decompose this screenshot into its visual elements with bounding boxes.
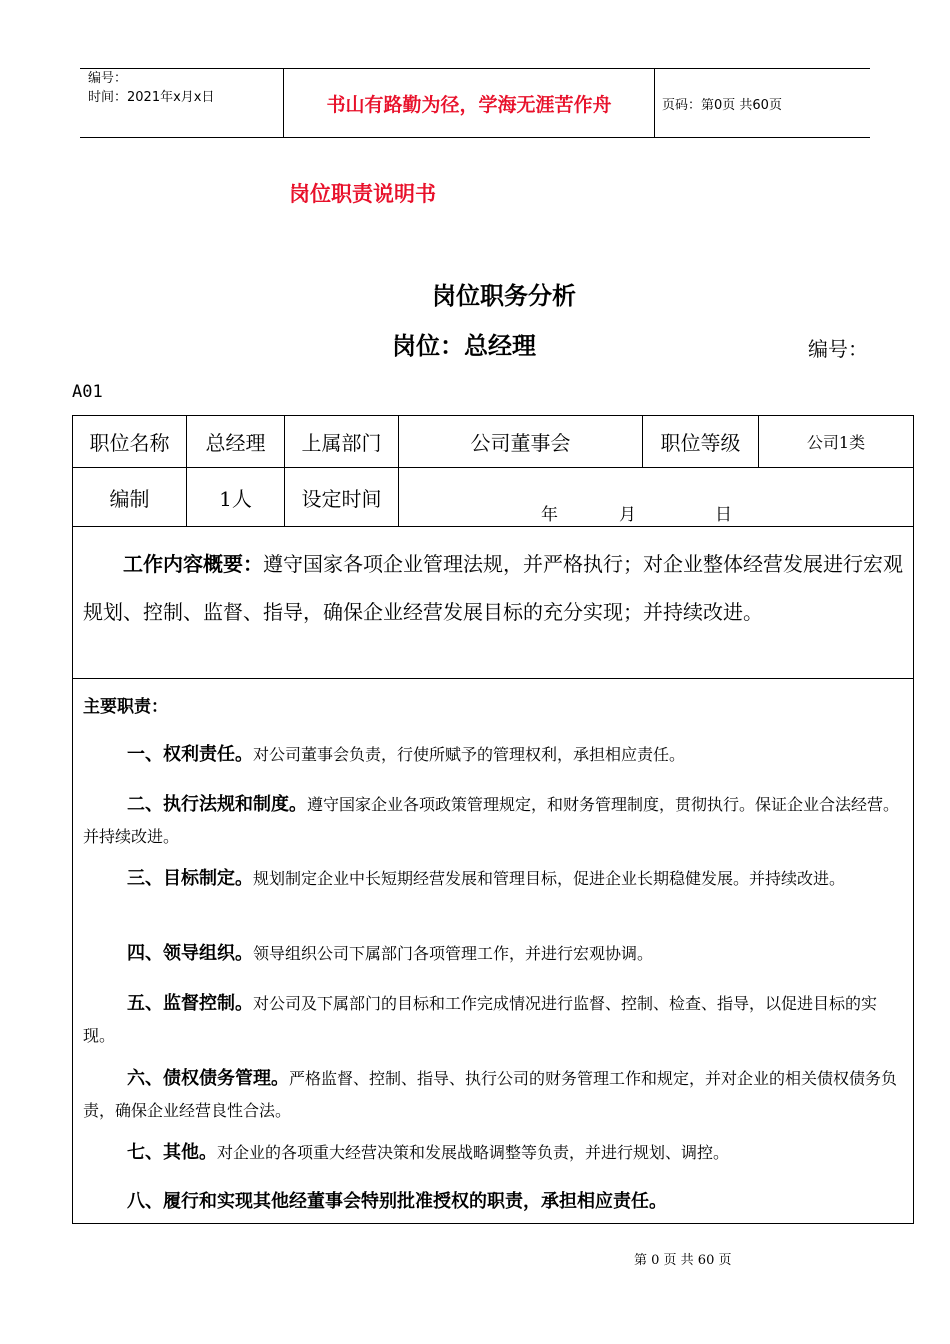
job-table bbox=[72, 415, 914, 1224]
header-meta bbox=[80, 69, 283, 137]
duty-item: 三、目标制定。规划制定企业中长短期经营发展和管理目标，促进企业长期稳健发展。并持续改进。 bbox=[127, 868, 846, 889]
dept-label: 上属部门 bbox=[301, 431, 382, 455]
duty-item: 二、执行法规和制度。遵守国家企业各项政策管理规定，和财务管理制度，贯彻执行。保证企业合法经营。并持续改进。 bbox=[83, 794, 900, 846]
page-footer: 第 0 页 共 60 页 bbox=[634, 1253, 732, 1268]
number-label: 编号： bbox=[808, 337, 868, 361]
duty-item: 一、权利责任。对公司董事会负责，行使所赋予的管理权利，承担相应责任。 bbox=[127, 744, 686, 765]
duty-item: 五、监督控制。对公司及下属部门的目标和工作完成情况进行监督、控制、检查、指导，以促进目标的实现。 bbox=[83, 993, 878, 1045]
analysis-title: 岗位职务分析 bbox=[432, 282, 576, 310]
position-name-value: 总经理 bbox=[205, 431, 266, 455]
duty-item: 七、其他。对企业的各项重大经营决策和发展战略调整等负责，并进行规划、调控。 bbox=[127, 1142, 730, 1163]
header-box bbox=[80, 68, 870, 138]
dept-value: 公司董事会 bbox=[470, 431, 571, 455]
duty-item: 四、领导组织。领导组织公司下属部门各项管理工作，并进行宏观协调。 bbox=[127, 943, 654, 964]
header-motto: 书山有路勤为径，学海无涯苦作舟 bbox=[326, 93, 612, 116]
duties-heading: 主要职责： bbox=[83, 697, 168, 717]
number-value: A01 bbox=[72, 382, 103, 402]
summary-text: 遵守国家各项企业管理法规，并严格执行；对企业整体经营发展进行宏观规划、控制、监督、指导，确保企业经营发展目标的充分实现；并持续改进。 bbox=[83, 552, 903, 624]
header-number-label: 编号： bbox=[88, 71, 128, 86]
work-summary bbox=[83, 540, 905, 636]
grade-label: 职位等级 bbox=[660, 431, 741, 455]
doc-title: 岗位职责说明书 bbox=[289, 182, 436, 206]
position-title: 岗位：总经理 bbox=[392, 332, 536, 360]
staffing-value: 1人 bbox=[219, 486, 252, 511]
staffing-label: 编制 bbox=[109, 486, 150, 511]
set-time-label: 设定时间 bbox=[301, 486, 382, 511]
duty-item: 六、债权债务管理。严格监督、控制、指导、执行公司的财务管理工作和规定，并对企业的相关债权债务负责，确保企业经营良性合法。 bbox=[83, 1068, 898, 1120]
date-month: 月 bbox=[619, 505, 636, 525]
summary-label: 工作内容概要： bbox=[123, 552, 263, 576]
header-page-info: 页码：第0页 共60页 bbox=[662, 97, 782, 113]
grade-value: 公司1类 bbox=[806, 433, 866, 452]
date-day: 日 bbox=[715, 505, 732, 525]
header-time-label: 时间：2021年x月x日 bbox=[88, 90, 215, 105]
duty-last: 八、履行和实现其他经董事会特别批准授权的职责，承担相应责任。 bbox=[127, 1191, 667, 1212]
position-name-label: 职位名称 bbox=[89, 431, 170, 455]
date-year: 年 bbox=[541, 505, 558, 525]
